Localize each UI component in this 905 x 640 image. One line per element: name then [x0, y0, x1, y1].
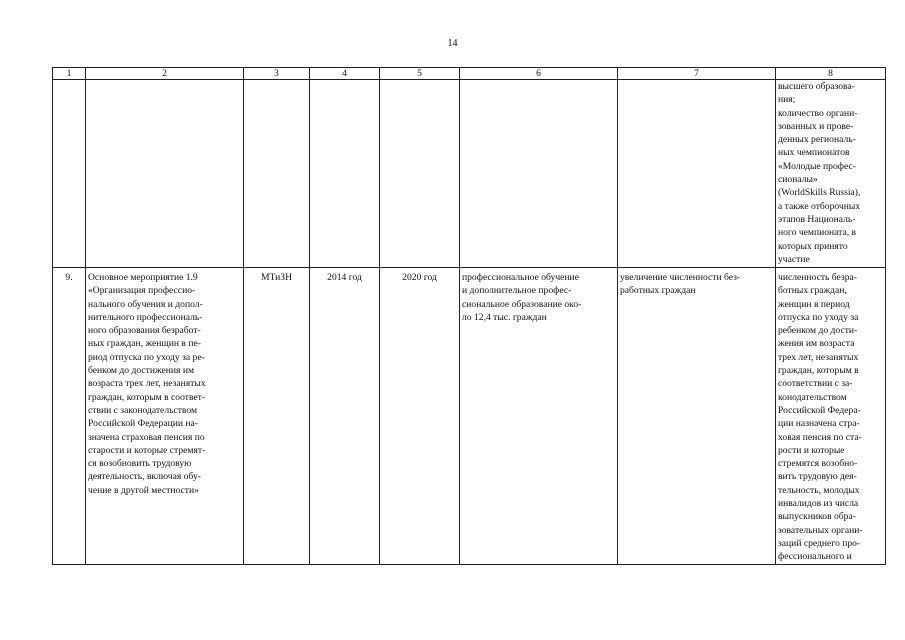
- text-line: женщин в период: [778, 298, 850, 310]
- text-line: ния;: [778, 94, 796, 106]
- header-col-1: 1: [53, 68, 86, 80]
- text-line: стремятся возобно-: [778, 458, 858, 470]
- text-line: зованных и прове-: [778, 120, 854, 132]
- text-line: (WorldSkills Russia),: [778, 187, 861, 199]
- text-line: «Организация профессио-: [88, 285, 196, 297]
- text-line: и дополнительное профес-: [462, 285, 572, 297]
- text-line: выпускников обра-: [778, 511, 856, 523]
- text-line: вить трудовую дея-: [778, 471, 857, 483]
- cell-empty: [380, 80, 460, 268]
- text-line: Основное мероприятие 1.9: [88, 272, 198, 283]
- table-row-continuation: [53, 80, 886, 268]
- text-line: возраста трех лет, незанятых: [88, 378, 206, 390]
- text-line: фессионального и: [778, 551, 852, 563]
- text-line: ции назначена стра-: [778, 418, 860, 430]
- indicator-continuation-cell: [776, 80, 886, 268]
- text-line: Российской Федерации на-: [88, 418, 198, 430]
- cell-empty: [86, 80, 244, 268]
- header-col-8: 8: [776, 68, 886, 80]
- text-line: участие: [778, 253, 810, 265]
- header-col-3: 3: [244, 68, 310, 80]
- text-line: зовательных органи-: [778, 524, 863, 536]
- header-col-6: 6: [460, 68, 618, 80]
- end-year-cell: 2020 год: [380, 268, 460, 565]
- measures-table: [52, 67, 886, 565]
- text-line: инвалидов из числа: [778, 498, 859, 510]
- text-line: трех лет, незанятых: [778, 351, 859, 363]
- cell-empty: [244, 80, 310, 268]
- header-row: [53, 68, 886, 80]
- text-line: увеличение численности без-: [620, 272, 741, 283]
- text-line: сионалы»: [778, 174, 818, 186]
- text-line: профессиональное обучение: [462, 272, 579, 283]
- text-line: а также отборочных: [778, 200, 861, 212]
- expected-result-cell: [460, 268, 618, 565]
- cell-empty: [460, 80, 618, 268]
- text-line: ло 12,4 тыс. граждан: [462, 311, 547, 323]
- text-line: количество органи-: [778, 107, 858, 119]
- text-line: конодательством: [778, 391, 847, 403]
- text-line: «Молодые профес-: [778, 160, 856, 172]
- text-line: этапов Националь-: [778, 213, 856, 225]
- consequences-cell: [618, 268, 776, 565]
- text-line: высшего образова-: [778, 81, 855, 92]
- text-line: ся возобновить трудовую: [88, 458, 192, 470]
- text-line: ных чемпионатов: [778, 147, 850, 159]
- text-line: денных региональ-: [778, 134, 856, 146]
- text-line: Российской Федера-: [778, 404, 861, 416]
- text-line: нального обучения и допол-: [88, 298, 203, 310]
- indicator-cell: [776, 268, 886, 565]
- executor-cell: МТиЗН: [244, 268, 310, 565]
- text-line: ного чемпионата, в: [778, 227, 857, 239]
- header-col-5: 5: [380, 68, 460, 80]
- text-line: бенком до достижения им: [88, 365, 195, 377]
- text-line: нительного профессиональ-: [88, 311, 203, 323]
- header-col-2: 2: [86, 68, 244, 80]
- text-line: работных граждан: [620, 285, 696, 297]
- text-line: значена страховая пенсия по: [88, 431, 205, 443]
- header-col-4: 4: [310, 68, 380, 80]
- text-line: жения им возраста: [778, 338, 855, 350]
- page-number: 14: [447, 38, 458, 49]
- text-line: риод отпуска по уходу за ре-: [88, 351, 205, 363]
- cell-empty: [618, 80, 776, 268]
- text-line: рости и которые: [778, 444, 845, 456]
- text-line: тельность, молодых: [778, 484, 860, 496]
- text-line: ствии с законодательством: [88, 404, 198, 416]
- text-line: граждан, которым в соответ-: [88, 391, 206, 403]
- start-year-cell: 2014 год: [310, 268, 380, 565]
- text-line: отпуска по уходу за: [778, 311, 859, 323]
- measure-name-cell: [86, 268, 244, 565]
- table-row-9: [53, 268, 886, 565]
- text-line: ного образования безработ-: [88, 325, 201, 337]
- text-line: граждан, которым в: [778, 365, 859, 377]
- text-line: деятельность, включая обу-: [88, 471, 201, 483]
- text-line: ных граждан, женщин в пе-: [88, 338, 201, 350]
- text-line: ребенком до дости-: [778, 325, 858, 337]
- header-col-7: 7: [618, 68, 776, 80]
- text-line: численность безра-: [778, 272, 857, 283]
- text-line: ховая пенсия по ста-: [778, 431, 862, 443]
- text-line: которых принято: [778, 240, 848, 252]
- text-line: заций среднего про-: [778, 537, 861, 549]
- text-line: старости и которые стремят-: [88, 444, 206, 456]
- cell-empty: [53, 80, 86, 268]
- text-line: ботных граждан,: [778, 285, 847, 297]
- row-number-cell: 9.: [53, 268, 86, 565]
- text-line: сиональное образование око-: [462, 298, 582, 310]
- text-line: соответствии с за-: [778, 378, 853, 390]
- text-line: чение в другой местности»: [88, 484, 199, 496]
- cell-empty: [310, 80, 380, 268]
